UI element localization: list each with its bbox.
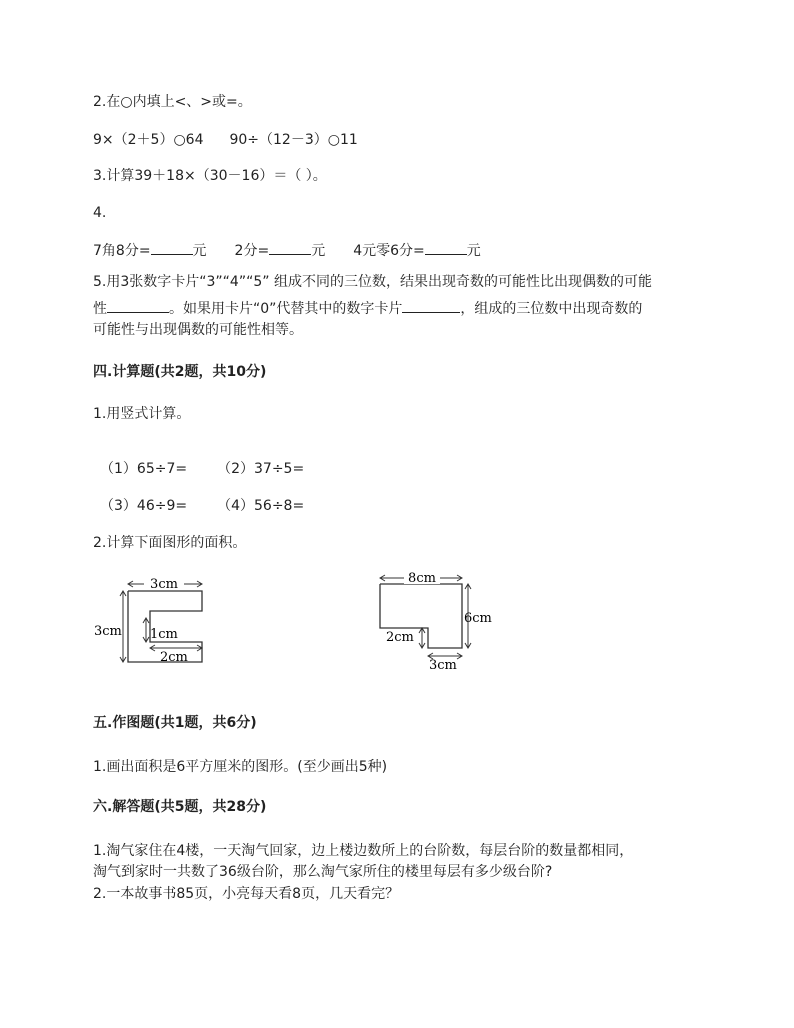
fig2-left-label: 2cm [386, 630, 414, 645]
figure-1 [92, 578, 232, 678]
answer-blank[interactable] [425, 240, 467, 255]
s4-q1-title: 1.用竖式计算。 [93, 406, 191, 422]
s6-q1-line-2: 淘气到家时一共数了36级台阶，那么淘气家所住的楼里每层有多少级台阶? [93, 864, 553, 880]
q4-number: 4. [93, 205, 107, 221]
fig1-inner-label: 1cm [150, 627, 178, 642]
q4-conversions [93, 240, 481, 261]
q5-l2a: 性 [93, 301, 107, 317]
q5-l2b: 。如果用卡片“0”代替其中的数字卡片 [169, 301, 403, 317]
calc-item-1: （1）65÷7= [100, 461, 188, 477]
q5-line-2 [93, 298, 642, 319]
q4-a-post: 元 [192, 243, 207, 259]
s5-q1: 1.画出面积是6平方厘米的图形。(至少画出5种) [93, 759, 388, 775]
answer-blank[interactable] [151, 240, 193, 255]
s6-q1-line-1: 1.淘气家住在4楼，一天淘气回家，边上楼边数所上的台阶数，每层台阶的数量都相同， [93, 843, 634, 859]
fig2-top-label: 8cm [408, 571, 436, 586]
s6-q2: 2.一本故事书85页，小亮每天看8页，几天看完？ [93, 886, 400, 902]
s4-q1-row-1 [100, 459, 304, 479]
answer-blank[interactable] [402, 298, 460, 313]
q5-l2c: ，组成的三位数中出现奇数的 [460, 301, 643, 317]
q2-expr-2: 90÷（12－3）○11 [229, 132, 358, 148]
q2-title: 2.在○内填上<、>或=。 [93, 94, 252, 110]
q4-a-pre: 7角8分= [93, 243, 151, 259]
calc-item-4: （4）56÷8= [217, 498, 305, 514]
q5-line-1: 5.用3张数字卡片“3”“4”“5” 组成不同的三位数，结果出现奇数的可能性比出现偶数的可能 [93, 274, 652, 290]
q2-expressions [93, 130, 358, 150]
s4-q1-row-2 [100, 496, 304, 516]
q3-text: 3.计算39＋18×（30－16）＝（ ）。 [93, 168, 327, 184]
fig1-left-label: 3cm [94, 624, 122, 639]
fig1-bottom-label: 2cm [160, 650, 188, 665]
calc-item-3: （3）46÷9= [100, 498, 188, 514]
figure-2 [376, 570, 506, 670]
s4-q2-title: 2.计算下面图形的面积。 [93, 535, 247, 551]
q4-c-post: 元 [466, 243, 481, 259]
q2-expr-1: 9×（2＋5）○64 [93, 132, 204, 148]
calc-item-2: （2）37÷5= [217, 461, 305, 477]
fig2-right-label: 6cm [464, 611, 492, 626]
answer-blank[interactable] [107, 298, 169, 313]
q4-b-pre: 2分= [234, 243, 270, 259]
q4-b-post: 元 [311, 243, 326, 259]
section-4-header: 四.计算题(共2题，共10分) [93, 364, 267, 380]
answer-blank[interactable] [269, 240, 311, 255]
fig2-bottom-label: 3cm [429, 658, 457, 670]
q4-c-pre: 4元零6分= [353, 243, 425, 259]
q5-line-3: 可能性与出现偶数的可能性相等。 [93, 322, 303, 338]
section-6-header: 六.解答题(共5题，共28分) [93, 799, 267, 815]
fig1-top-label: 3cm [150, 578, 178, 592]
section-5-header: 五.作图题(共1题，共6分) [93, 715, 257, 731]
